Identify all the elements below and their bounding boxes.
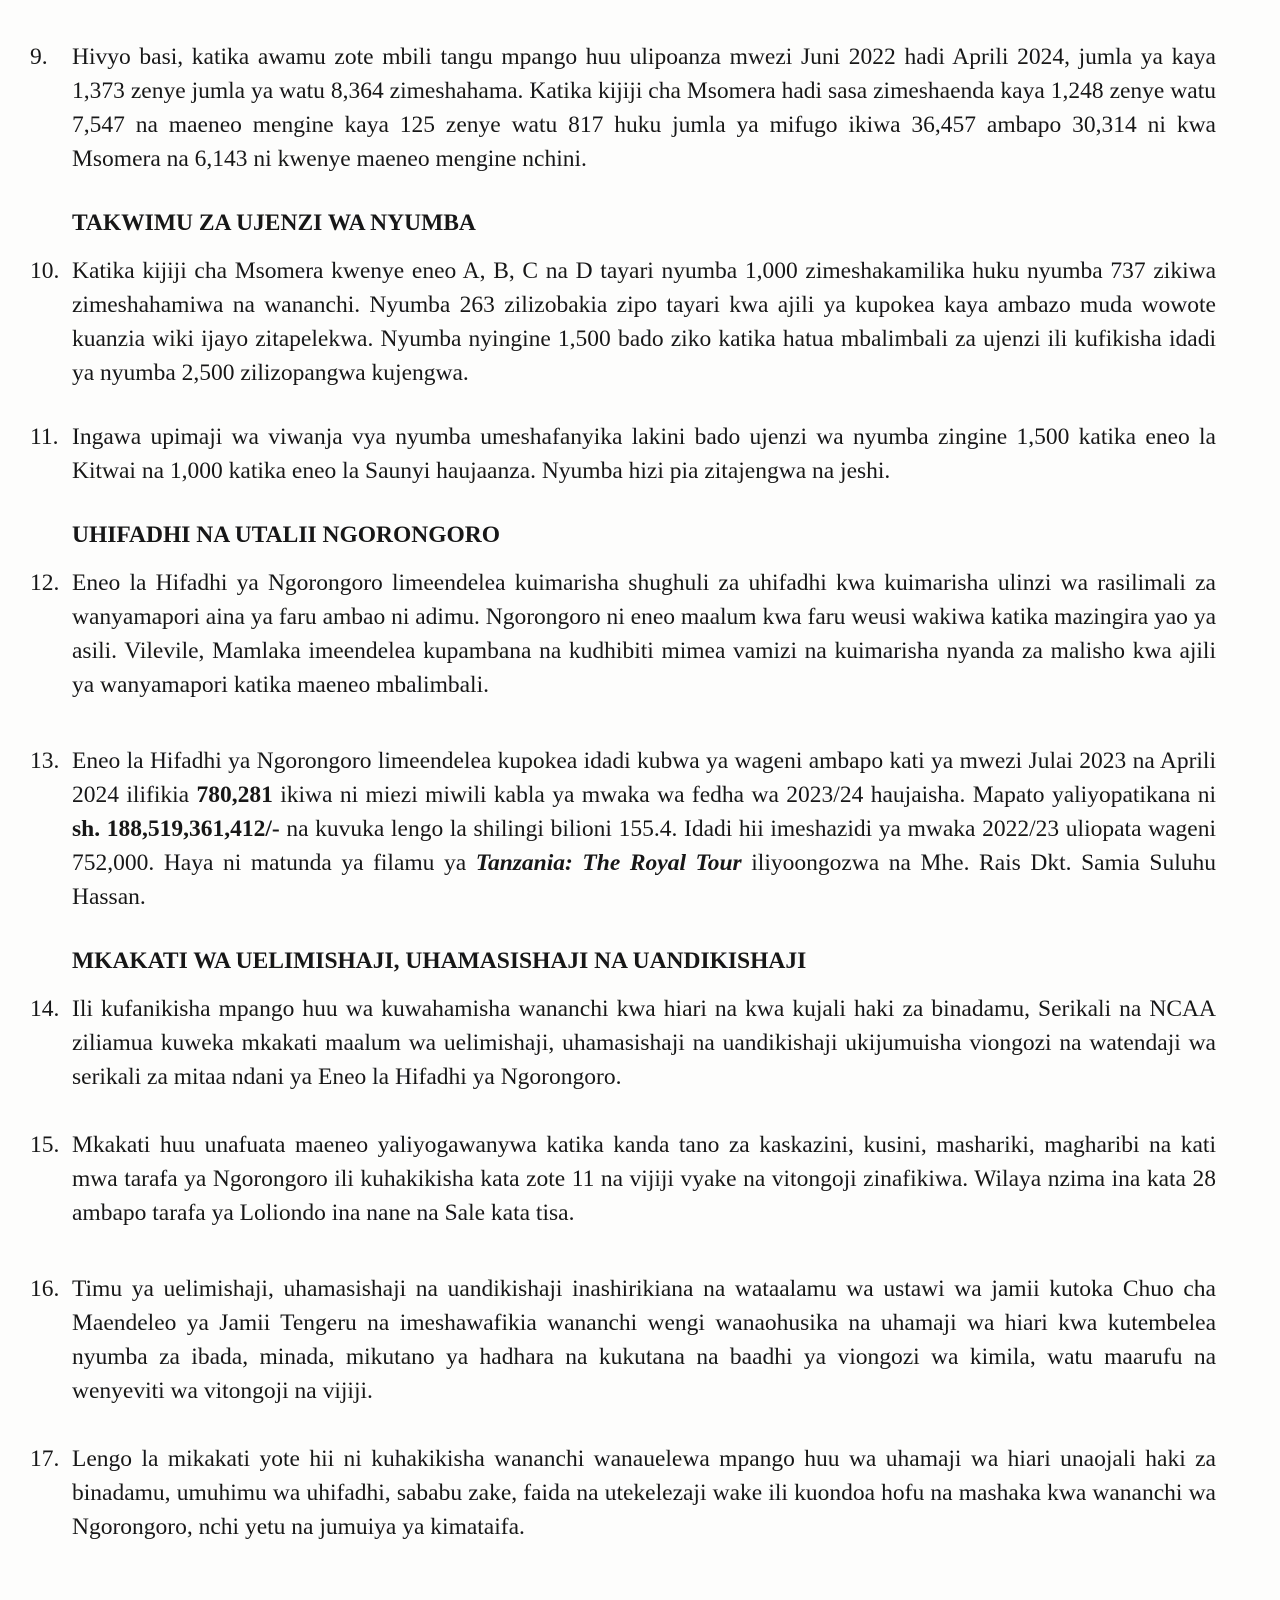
revenue-amount-bold: sh. 188,519,361,412/- xyxy=(72,816,280,842)
list-item-10 xyxy=(30,254,1216,390)
item-number-9: 9. xyxy=(30,44,48,70)
paragraph-17-text: Lengo la mikakati yote hii ni kuhakikisha wananchi wanauelewa mpango huu wa uhamaji wa hiari unaojali haki za binadamu, umuhimu wa uhifadhi, sababu zake, faida na utekelezaji wake ili kuondoa hofu na mashaka kwa wananchi wa Ngorongoro, nchi yetu na jumuiya ya kimataifa. xyxy=(72,1446,1216,1540)
paragraph-11-text: Ingawa upimaji wa viwanja vya nyumba umeshafanyika lakini bado ujenzi wa nyumba zingine 1,500 katika eneo la Kitwai na 1,000 katika eneo la Saunyi haujaanza. Nyumba hizi pia zitajengwa na jeshi. xyxy=(72,424,1216,484)
list-item-11 xyxy=(30,420,1216,488)
list-item-12 xyxy=(30,566,1216,702)
film-title-bold-italic: Tanzania: The Royal Tour xyxy=(475,850,742,876)
paragraph-15-text: Mkakati huu unafuata maeneo yaliyogawanywa katika kanda tano za kaskazini, kusini, mashariki, magharibi na kati mwa tarafa ya Ngorongoro ili kuhakikisha kata zote 11 na vijiji vyake na vitongoji zinafikiwa. Wilaya nzima ina kata 28 ambapo tarafa ya Loliondo ina nane na Sale kata tisa. xyxy=(72,1132,1216,1226)
item-number-16: 16. xyxy=(30,1276,60,1302)
item-number-12: 12. xyxy=(30,570,60,596)
list-item-14 xyxy=(30,992,1216,1094)
item-number-11: 11. xyxy=(30,424,59,450)
paragraph-13-seg7: iliyoongozwa na Mhe. Rais Dkt. Samia Suluhu Hassan. xyxy=(72,850,1216,910)
list-item-17 xyxy=(30,1442,1216,1544)
paragraph-9-text: Hivyo basi, katika awamu zote mbili tangu mpango huu ulipoanza mwezi Juni 2022 hadi Aprili 2024, jumla ya kaya 1,373 zenye jumla ya watu 8,364 zimeshahama. Katika kijiji cha Msomera hadi sasa zimeshaenda kaya 1,248 zenye watu 7,547 na maeneo mengine kaya 125 zenye watu 817 huku jumla ya mifugo ikiwa 36,457 ambapo 30,314 ni kwa Msomera na 6,143 ni kwenye maeneo mengine nchini. xyxy=(72,44,1216,172)
item-number-17: 17. xyxy=(30,1446,60,1472)
item-number-15: 15. xyxy=(30,1132,60,1158)
list-item-15 xyxy=(30,1128,1216,1230)
item-number-13: 13. xyxy=(30,748,60,774)
paragraph-13-seg1: Eneo la Hifadhi ya Ngorongoro limeendelea kupokea idadi kubwa ya wageni ambapo kati ya mwezi Julai 2023 na Aprili 2024 ilifikia xyxy=(72,748,1216,808)
paragraph-14-text: Ili kufanikisha mpango huu wa kuwahamisha wananchi kwa hiari na kwa kujali haki za binadamu, Serikali na NCAA ziliamua kuweka mkakati maalum wa uelimishaji, uhamasishaji na uandikishaji ukijumuisha viongozi na watendaji wa serikali za mitaa ndani ya Eneo la Hifadhi ya Ngorongoro. xyxy=(72,996,1216,1090)
visitor-count-bold: 780,281 xyxy=(196,782,273,808)
paragraph-16-text: Timu ya uelimishaji, uhamasishaji na uandikishaji inashirikiana na wataalamu wa ustawi wa jamii kutoka Chuo cha Maendeleo ya Jamii Tengeru na imeshawafikia wananchi wengi wanaohusika na uhamaji wa hiari kwa kutembelea nyumba za ibada, minada, mikutano ya hadhara na kukutana na baadhi ya viongozi wa kimila, watu maarufu na wenyeviti wa vitongoji na vijiji. xyxy=(72,1276,1216,1404)
item-number-10: 10. xyxy=(30,258,60,284)
section-heading-conservation: UHIFADHI NA UTALII NGORONGORO xyxy=(72,522,501,548)
item-number-14: 14. xyxy=(30,996,60,1022)
paragraph-12-text: Eneo la Hifadhi ya Ngorongoro limeendelea kuimarisha shughuli za uhifadhi kwa kuimarisha ulinzi wa rasilimali za wanyamapori aina ya faru ambao ni adimu. Ngorongoro ni eneo maalum kwa faru weusi wakiwa katika mazingira yao ya asili. Vilevile, Mamlaka imeendelea kupambana na kudhibiti mimea vamizi na kuimarisha nyanda za malisho kwa ajili ya wanyamapori katika maeneo mbalimbali. xyxy=(72,570,1216,698)
list-item-9 xyxy=(30,40,1216,176)
paragraph-13-seg3: ikiwa ni miezi miwili kabla ya mwaka wa fedha wa 2023/24 haujaisha. Mapato yaliyopatikana ni xyxy=(272,782,1216,808)
paragraph-10-text: Katika kijiji cha Msomera kwenye eneo A, B, C na D tayari nyumba 1,000 zimeshakamilika huku nyumba 737 zikiwa zimeshahamiwa na wananchi. Nyumba 263 zilizobakia zipo tayari kwa ajili ya kupokea kaya ambazo muda wowote kuanzia wiki ijayo zitapelekwa. Nyumba nyingine 1,500 bado ziko katika hatua mbalimbali za ujenzi ili kufikisha idadi ya nyumba 2,500 zilizopangwa kujengwa. xyxy=(72,258,1216,386)
paragraph-13-seg5: na kuvuka lengo la shilingi bilioni 155.4. Idadi hii imeshazidi ya mwaka 2022/23 uliopata wageni 752,000. Haya ni matunda ya filamu ya xyxy=(72,816,1216,876)
section-heading-strategy: MKAKATI WA UELIMISHAJI, UHAMASISHAJI NA UANDIKISHAJI xyxy=(72,948,807,974)
section-heading-housing: TAKWIMU ZA UJENZI WA NYUMBA xyxy=(72,210,476,236)
paragraph-13-text xyxy=(72,744,1216,914)
list-item-16 xyxy=(30,1272,1216,1408)
list-item-13 xyxy=(30,744,1216,914)
